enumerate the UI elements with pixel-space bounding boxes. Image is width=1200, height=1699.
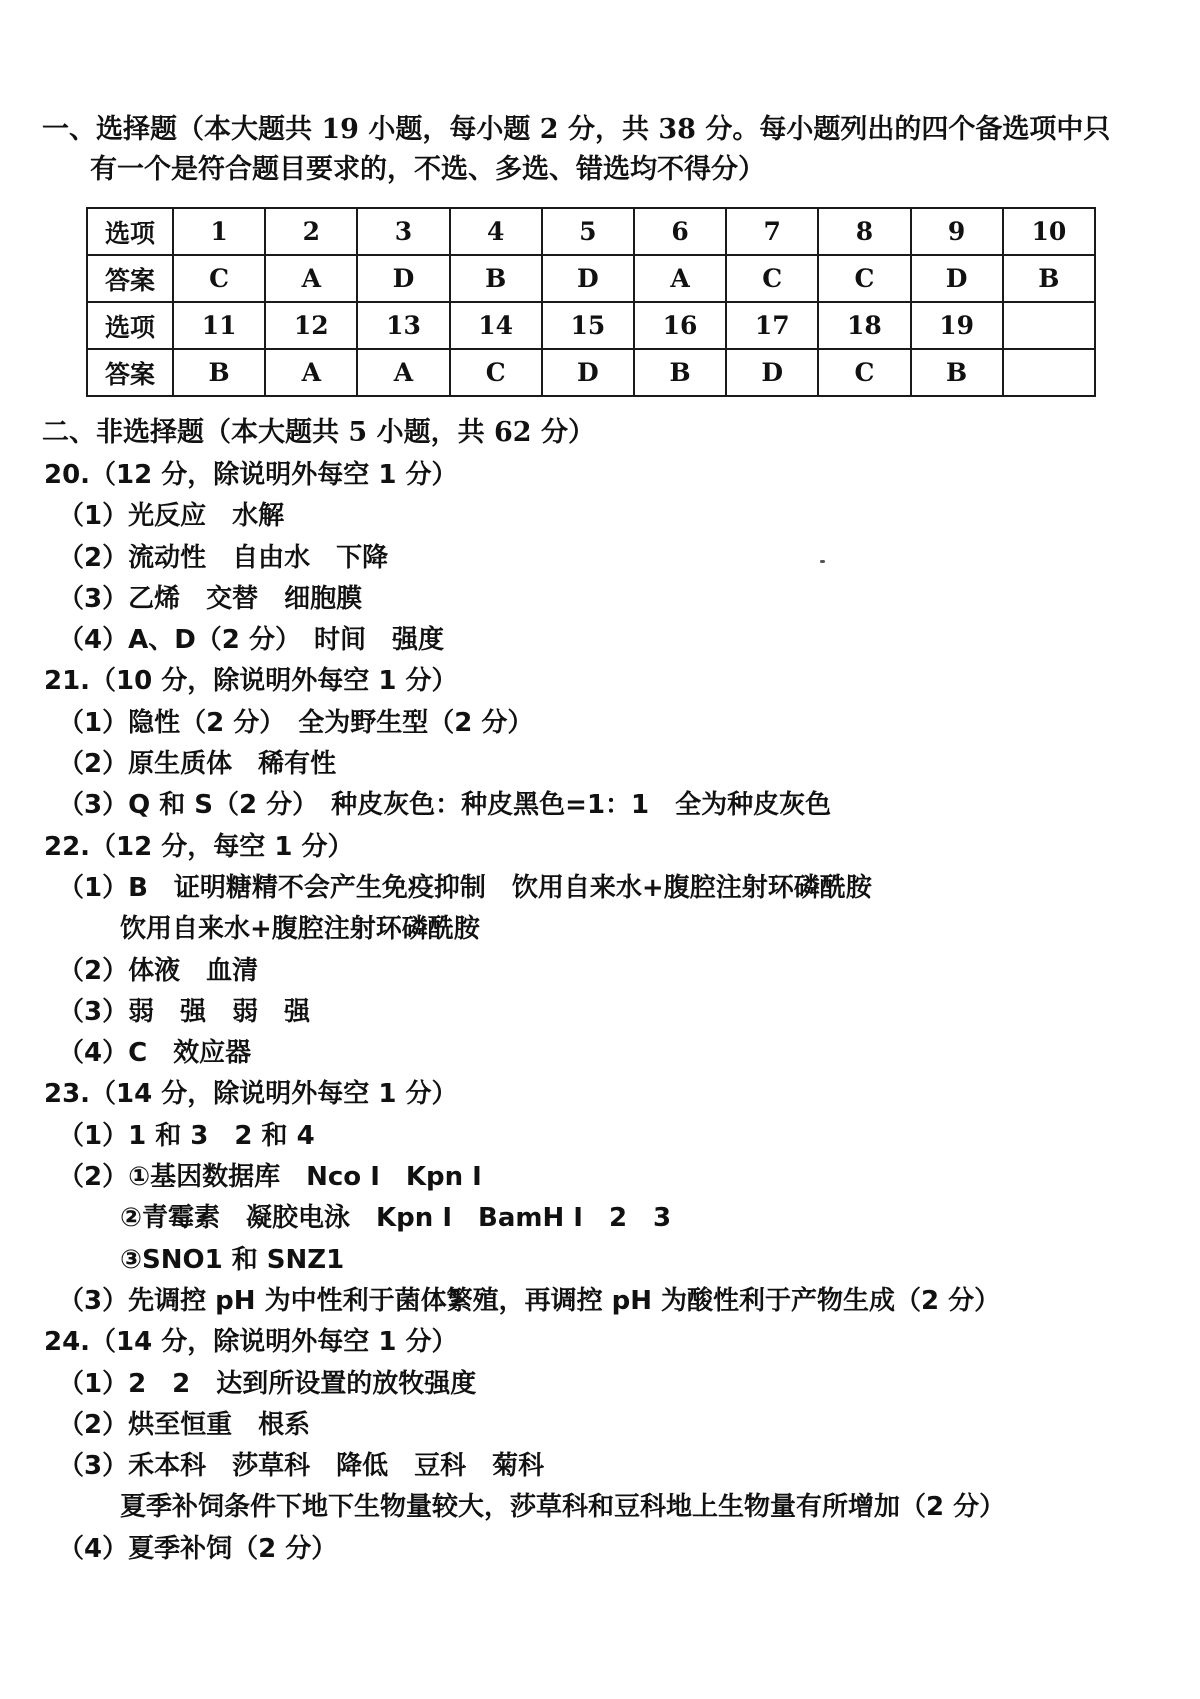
answer-line: （3）弱 强 弱 强 (58, 996, 311, 1027)
table-cell: C (818, 349, 910, 396)
answer-line: （1）2 2 达到所设置的放牧强度 (58, 1368, 477, 1399)
section-1-title: 一、选择题 (42, 114, 177, 145)
table-cell: 13 (357, 302, 449, 349)
answer-line: 夏季补饲条件下地下生物量较大，莎草科和豆科地上生物量有所增加（2 分） (120, 1492, 1006, 1523)
table-cell: 16 (634, 302, 726, 349)
table-cell: 19 (911, 302, 1003, 349)
answer-line: （3）先调控 pH 为中性利于菌体繁殖，再调控 pH 为酸性利于产物生成（2 分） (58, 1285, 1001, 1316)
answer-line: （3）禾本科 莎草科 降低 豆科 菊科 (58, 1451, 545, 1482)
question-heading: 22.（12 分，每空 1 分） (44, 831, 354, 862)
answer-line: （2）体液 血清 (58, 955, 259, 986)
section-2-title: 二、非选择题 (42, 417, 204, 448)
table-row (87, 302, 1095, 349)
table-cell: D (542, 255, 634, 302)
answer-line: 饮用自来水+腹腔注射环磷酰胺 (120, 914, 480, 945)
table-cell: 9 (911, 208, 1003, 255)
table-cell: C (450, 349, 542, 396)
scan-speck (820, 560, 825, 563)
table-cell: C (173, 255, 265, 302)
table-cell: 7 (726, 208, 818, 255)
table-cell: A (634, 255, 726, 302)
table-cell: D (357, 255, 449, 302)
table-row-label: 答案 (87, 349, 173, 396)
table-cell: B (634, 349, 726, 396)
table-cell: 8 (818, 208, 910, 255)
answer-line: （2）烘至恒重 根系 (58, 1409, 311, 1440)
table-cell: B (1003, 255, 1095, 302)
question-heading: 23.（14 分，除说明外每空 1 分） (44, 1079, 458, 1110)
answer-line: （4）夏季补饲（2 分） (58, 1533, 338, 1564)
section-2-heading (42, 413, 1122, 453)
table-row-label: 答案 (87, 255, 173, 302)
table-cell: D (911, 255, 1003, 302)
answer-line: （2）原生质体 稀有性 (58, 749, 337, 780)
answer-line: ②青霉素 凝胶电泳 Kpn I BamH I 2 3 (120, 1203, 672, 1234)
table-cell: 14 (450, 302, 542, 349)
table-row (87, 349, 1095, 396)
table-row (87, 255, 1095, 302)
answer-line: （1）B 证明糖精不会产生免疫抑制 饮用自来水+腹腔注射环磷酰胺 (58, 872, 872, 903)
answer-lines (44, 455, 1154, 1570)
table-cell: 5 (542, 208, 634, 255)
table-cell: B (173, 349, 265, 396)
table-cell: 2 (265, 208, 357, 255)
answer-line: （4）C 效应器 (58, 1038, 252, 1069)
answer-line: （3）Q 和 S（2 分） 种皮灰色：种皮黑色=1：1 全为种皮灰色 (58, 790, 832, 821)
table-cell: 17 (726, 302, 818, 349)
table-cell: A (265, 349, 357, 396)
answer-line: （2）①基因数据库 Nco I Kpn I (58, 1162, 482, 1193)
table-cell (1003, 302, 1095, 349)
answer-line: （2）流动性 自由水 下降 (58, 542, 389, 573)
table-row (87, 208, 1095, 255)
answer-line: （3）乙烯 交替 细胞膜 (58, 583, 363, 614)
table-cell: 6 (634, 208, 726, 255)
section-1-note-line-1: （本大题共 19 小题，每小题 2 分，共 38 分。每小题列出的四个备选项中只 (177, 114, 1111, 145)
table-cell: D (726, 349, 818, 396)
table-cell (1003, 349, 1095, 396)
table-cell: B (911, 349, 1003, 396)
question-heading: 21.（10 分，除说明外每空 1 分） (44, 666, 458, 697)
section-2-note: （本大题共 5 小题，共 62 分） (204, 417, 595, 448)
table-cell: A (357, 349, 449, 396)
table-cell: 4 (450, 208, 542, 255)
answer-line: （1）1 和 3 2 和 4 (58, 1120, 315, 1151)
section-1-heading (42, 110, 1122, 190)
table-cell: A (265, 255, 357, 302)
table-cell: 1 (173, 208, 265, 255)
table-cell: B (450, 255, 542, 302)
table-cell: C (726, 255, 818, 302)
answer-line: （4）A、D（2 分） 时间 强度 (58, 625, 444, 656)
question-heading: 24.（14 分，除说明外每空 1 分） (44, 1327, 458, 1358)
choice-answer-table (86, 207, 1096, 397)
table-cell: D (542, 349, 634, 396)
question-heading: 20.（12 分，除说明外每空 1 分） (44, 460, 458, 490)
table-row-label: 选项 (87, 208, 173, 255)
answer-line: （1）隐性（2 分） 全为野生型（2 分） (58, 707, 534, 738)
answer-line: ③SNO1 和 SNZ1 (120, 1244, 345, 1275)
table-cell: C (818, 255, 910, 302)
answer-line: （1）光反应 水解 (58, 501, 285, 532)
table-cell: 15 (542, 302, 634, 349)
table-cell: 11 (173, 302, 265, 349)
section-1-note-line-2: 有一个是符合题目要求的，不选、多选、错选均不得分） (90, 154, 765, 185)
table-cell: 10 (1003, 208, 1095, 255)
table-cell: 3 (357, 208, 449, 255)
table-cell: 18 (818, 302, 910, 349)
table-row-label: 选项 (87, 302, 173, 349)
table-cell: 12 (265, 302, 357, 349)
